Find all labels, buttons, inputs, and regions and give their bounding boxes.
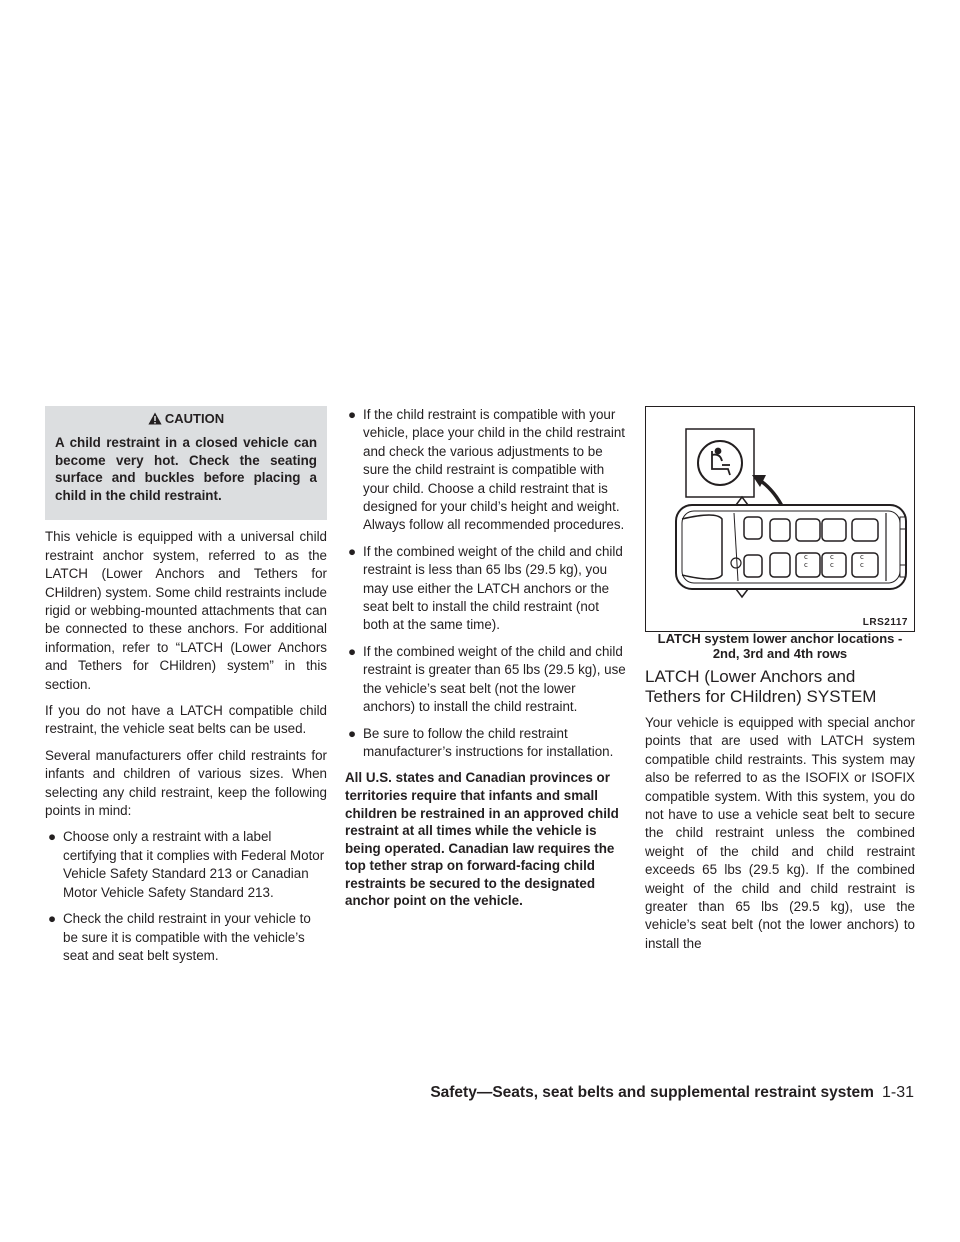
legal-requirement-text: All U.S. states and Canadian provinces or territories require that infants and small children be restrained in an approved child restraint at all times while the vehicle is being operated. Canadian law requires the top tether strap on forward-facing child restraints be secured to the designated anchor point on the vehicle. [345, 770, 619, 909]
section-body: Your vehicle is equipped with special anchor points that are used with LATCH system compatible child restraints. This system may also be referred to as the ISOFIX or ISOFIX compatible system. With this system, you do not have to use a vehicle seat belt to secure the child restraint unless the combined weight of the child and child restraint exceeds 65 lbs (29.5 kg). If the combined weight of the child and child restraint is greater than 65 lbs (29.5 kg), use the vehicle’s seat belt (not the lower anchors) to install the [645, 715, 915, 951]
svg-text:c: c [804, 553, 808, 561]
middle-column [345, 406, 627, 918]
svg-text:c: c [830, 553, 834, 561]
svg-text:c: c [860, 553, 864, 561]
svg-text:c: c [804, 561, 808, 569]
list-item [45, 828, 327, 902]
figure-code: LRS2117 [862, 617, 908, 628]
list-item [345, 643, 627, 717]
latch-anchor-figure [645, 406, 915, 632]
list-item-text: Choose only a restraint with a label certifying that it complies with Federal Motor Vehicle Safety Standard 213 or Canadian Motor Vehicle Safety Standard 213. [63, 829, 325, 900]
page-footer [430, 1084, 914, 1102]
caution-text: A child restraint in a closed vehicle can become very hot. Check the seating surface and buckles before placing a child in the child restraint. [55, 435, 317, 503]
section-heading: LATCH (Lower Anchors and Tethers for CHildren) SYSTEM [645, 667, 877, 706]
paragraph: If you do not have a LATCH compatible child restraint, the vehicle seat belts can be used. [45, 703, 327, 737]
bullet-dot: ● [48, 829, 57, 845]
footer-section-title: Safety—Seats, seat belts and supplemental restraint system [430, 1084, 874, 1101]
paragraph: This vehicle is equipped with a universal child restraint anchor system, referred to as the LATCH (Lower Anchors and Tethers for CHildren) system. Some child restraints include rigid or webbing-mounted attachments that can be connected to these anchors. For additional information, refer to “LATCH (Lower Anchors and Tethers for CHildren) system” in this section. [45, 529, 327, 692]
bullet-dot: ● [348, 725, 357, 741]
list-item-text: If the combined weight of the child and child restraint is less than 65 lbs (29.5 kg), you may use either the LATCH anchors or the seat belt to install the child restraint (not both at the same time). [363, 543, 623, 633]
bullet-dot: ● [48, 911, 57, 927]
bullet-dot: ● [348, 407, 357, 422]
vehicle-top-view-illustration [646, 407, 914, 631]
caution-title: CAUTION [164, 411, 225, 426]
caution-box [45, 406, 327, 520]
figure-caption: LATCH system lower anchor locations - 2nd, 3rd and 4th rows [657, 631, 903, 661]
list-item [345, 725, 627, 762]
warning-triangle-icon [148, 412, 162, 425]
list-item-text: Check the child restraint in your vehicle to be sure it is compatible with the vehicle’s seat and seat belt system. [63, 911, 311, 963]
left-column [45, 406, 327, 973]
page-number: 1-31 [881, 1084, 914, 1101]
list-item [45, 910, 327, 965]
bullet-dot: ● [348, 643, 357, 659]
svg-text:c: c [860, 561, 864, 569]
list-item [345, 406, 627, 535]
svg-text:c: c [830, 561, 834, 569]
list-item-text: If the combined weight of the child and child restraint is greater than 65 lbs (29.5 kg), use the vehicle’s seat belt (not the lower anchors) to install the child restraint. [363, 643, 626, 715]
caution-header [55, 412, 317, 426]
right-column [645, 714, 915, 961]
list-item-text: If the child restraint is compatible with your vehicle, place your child in the child restraint and check the various adjustments to be sure the child restraint is compatible with your child. Choose a child restraint that is designed for your child’s height and weight. Always follow all recommended procedures. [363, 407, 625, 533]
paragraph: Several manufacturers offer child restraints for infants and children of various sizes. When selecting any child restraint, keep the following points in mind: [45, 747, 327, 819]
bullet-list [45, 828, 327, 965]
list-item [345, 543, 627, 635]
bullet-list [345, 406, 627, 761]
list-item-text: Be sure to follow the child restraint manufacturer’s instructions for installation. [363, 725, 614, 759]
bullet-dot: ● [348, 543, 357, 559]
